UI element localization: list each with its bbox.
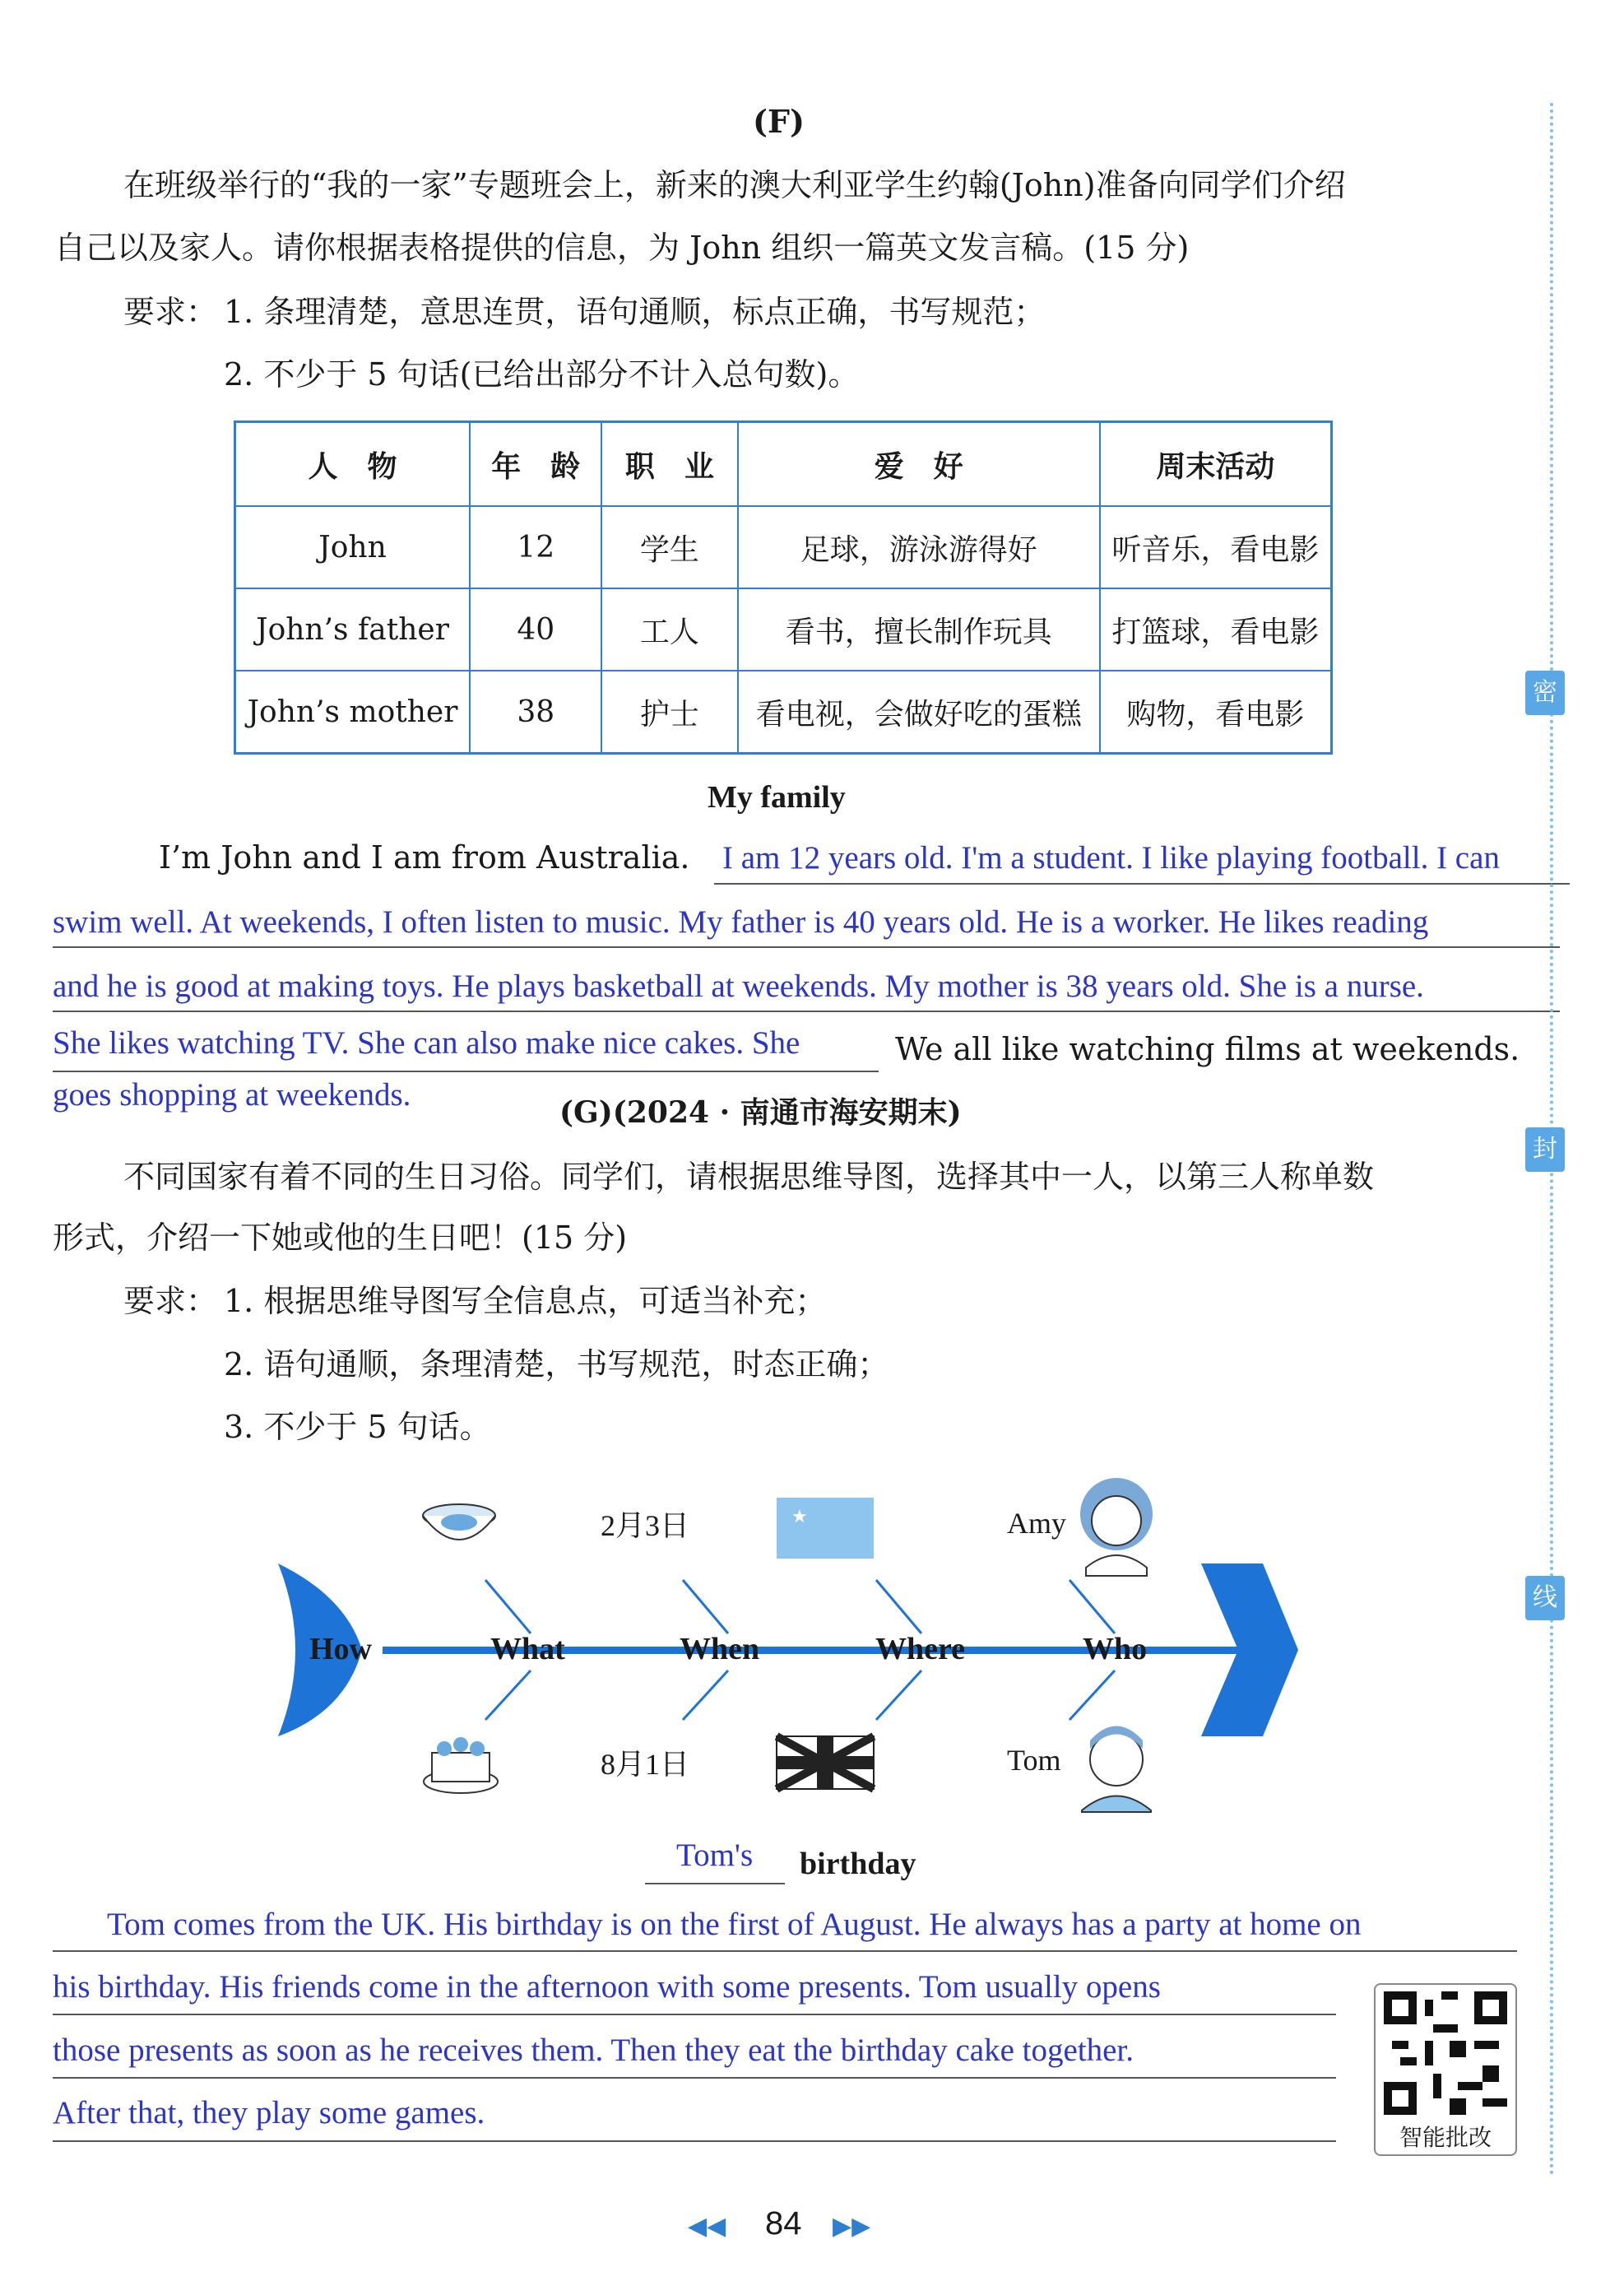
svg-text:★: ★	[791, 1507, 808, 1527]
page-number: 84	[765, 2205, 802, 2242]
side-tab-mi: 密	[1525, 671, 1565, 715]
cake-icon	[424, 1737, 498, 1793]
essay-title: My family	[708, 780, 846, 815]
table-cell: 12	[470, 506, 601, 588]
table-header-cell: 职 业	[601, 422, 737, 507]
section-f-intro-line2: 自己以及家人。请你根据表格提供的信息，为 John 组织一篇英文发言稿。(15 分)	[54, 230, 1190, 266]
noodle-bowl-icon	[423, 1504, 495, 1540]
table-header-cell: 人 物	[235, 422, 471, 507]
table-cell: 打篮球，看电影	[1100, 588, 1332, 671]
table-header-cell: 周末活动	[1100, 422, 1332, 507]
date-top: 2月3日	[601, 1509, 690, 1542]
node-how: How	[309, 1632, 372, 1666]
section-g-intro-line2: 形式，介绍一下她或他的生日吧！(15 分)	[53, 1220, 628, 1256]
date-bottom: 8月1日	[601, 1748, 690, 1781]
tom-avatar	[1082, 1726, 1151, 1813]
qr-code-icon	[1384, 1991, 1507, 2115]
section-g-req1: 1. 根据思维导图写全信息点，可适当补充；	[224, 1283, 827, 1319]
table-row	[235, 671, 1332, 754]
table-cell: John’s mother	[235, 671, 471, 754]
table-cell: 听音乐，看电影	[1100, 506, 1332, 588]
answer-line: She likes watching TV. She can also make nice cakes. She	[53, 1025, 800, 1061]
prev-page-icon[interactable]: ◀◀	[688, 2212, 726, 2241]
section-g-req2: 2. 语句通顺，条理清楚，书写规范，时态正确；	[224, 1346, 889, 1382]
section-f-label: (F)	[753, 103, 805, 140]
section-g-intro-line1: 不同国家有着不同的生日习俗。同学们，请根据思维导图，选择其中一人，以第三人称单数	[123, 1159, 1375, 1195]
answer-line: Tom comes from the UK. His birthday is on the first of August. He always has a party at home on	[107, 1907, 1362, 1942]
node-who: Who	[1083, 1632, 1148, 1666]
answer-line: After that, they play some games.	[53, 2095, 485, 2130]
table-cell: 工人	[601, 588, 737, 671]
table-cell: 护士	[601, 671, 737, 754]
qr-card[interactable]	[1374, 1983, 1517, 2156]
section-f-req2: 2. 不少于 5 句话(已给出部分不计入总句数)。	[224, 356, 860, 393]
table-header-row	[235, 422, 1332, 507]
essay-start: I’m John and I am from Australia.	[159, 839, 690, 876]
title-blank-answer: Tom's	[676, 1838, 754, 1873]
table-cell: 看书，擅长制作玩具	[738, 588, 1100, 671]
underline	[53, 1071, 879, 1072]
qr-label: 智能批改	[1399, 2124, 1492, 2151]
table-cell: 购物，看电影	[1100, 671, 1332, 754]
person-bottom-label: Tom	[1007, 1744, 1061, 1777]
table-cell: 40	[470, 588, 601, 671]
answer-line: and he is good at making toys. He plays basketball at weekends. My mother is 38 years old. She is a nurse.	[53, 969, 1424, 1004]
table-cell: John	[235, 506, 471, 588]
table-row	[235, 588, 1332, 671]
uk-flag-icon	[777, 1736, 874, 1789]
next-page-icon[interactable]: ▶▶	[833, 2212, 871, 2241]
answer-line: those presents as soon as he receives them. Then they eat the birthday cake together.	[53, 2033, 1134, 2068]
side-tab-feng: 封	[1525, 1127, 1565, 1172]
answer-line: I am 12 years old. I'm a student. I like playing football. I can	[722, 840, 1500, 876]
section-f-req-label: 要求：	[123, 294, 218, 330]
table-header-cell: 年 龄	[470, 422, 601, 507]
underline	[53, 2014, 1336, 2015]
underline	[53, 946, 1560, 948]
answer-line: goes shopping at weekends.	[53, 1077, 411, 1113]
essay-end: We all like watching films at weekends.	[895, 1031, 1520, 1067]
side-tab-xian: 线	[1525, 1576, 1565, 1620]
table-cell: 足球，游泳游得好	[738, 506, 1100, 588]
node-what: What	[490, 1632, 565, 1666]
underline	[53, 1011, 1560, 1012]
underline	[53, 1950, 1517, 1952]
person-top-label: Amy	[1007, 1507, 1066, 1540]
table-cell: 学生	[601, 506, 737, 588]
table-cell: 看电视，会做好吃的蛋糕	[738, 671, 1100, 754]
underline	[53, 2077, 1336, 2079]
section-g-label: (G)(2024 · 南通市海安期末)	[559, 1095, 962, 1130]
underline	[714, 883, 1570, 885]
amy-avatar	[1080, 1478, 1153, 1576]
underline	[53, 2140, 1336, 2142]
section-g-req3: 3. 不少于 5 句话。	[224, 1409, 491, 1445]
table-header-cell: 爱 好	[738, 422, 1100, 507]
table-cell: 38	[470, 671, 601, 754]
mindmap-diagram	[0, 1465, 1624, 1843]
answer-line: swim well. At weekends, I often listen to music. My father is 40 years old. He is a worker. He likes reading	[53, 904, 1429, 940]
section-g-req-label: 要求：	[123, 1283, 218, 1319]
info-table	[234, 420, 1333, 755]
table-cell: John’s father	[235, 588, 471, 671]
section-f-intro-line1: 在班级举行的“我的一家”专题班会上，新来的澳大利亚学生约翰(John)准备向同学们介绍	[123, 167, 1346, 203]
node-where: Where	[875, 1632, 966, 1666]
section-f-req1: 1. 条理清楚，意思连贯，语句通顺，标点正确，书写规范；	[224, 294, 1046, 330]
node-when: When	[680, 1632, 760, 1666]
china-flag-icon	[777, 1498, 874, 1559]
title-rest: birthday	[800, 1847, 916, 1881]
answer-line: his birthday. His friends come in the afternoon with some presents. Tom usually opens	[53, 1969, 1161, 2005]
underline	[645, 1883, 785, 1884]
table-row	[235, 506, 1332, 588]
